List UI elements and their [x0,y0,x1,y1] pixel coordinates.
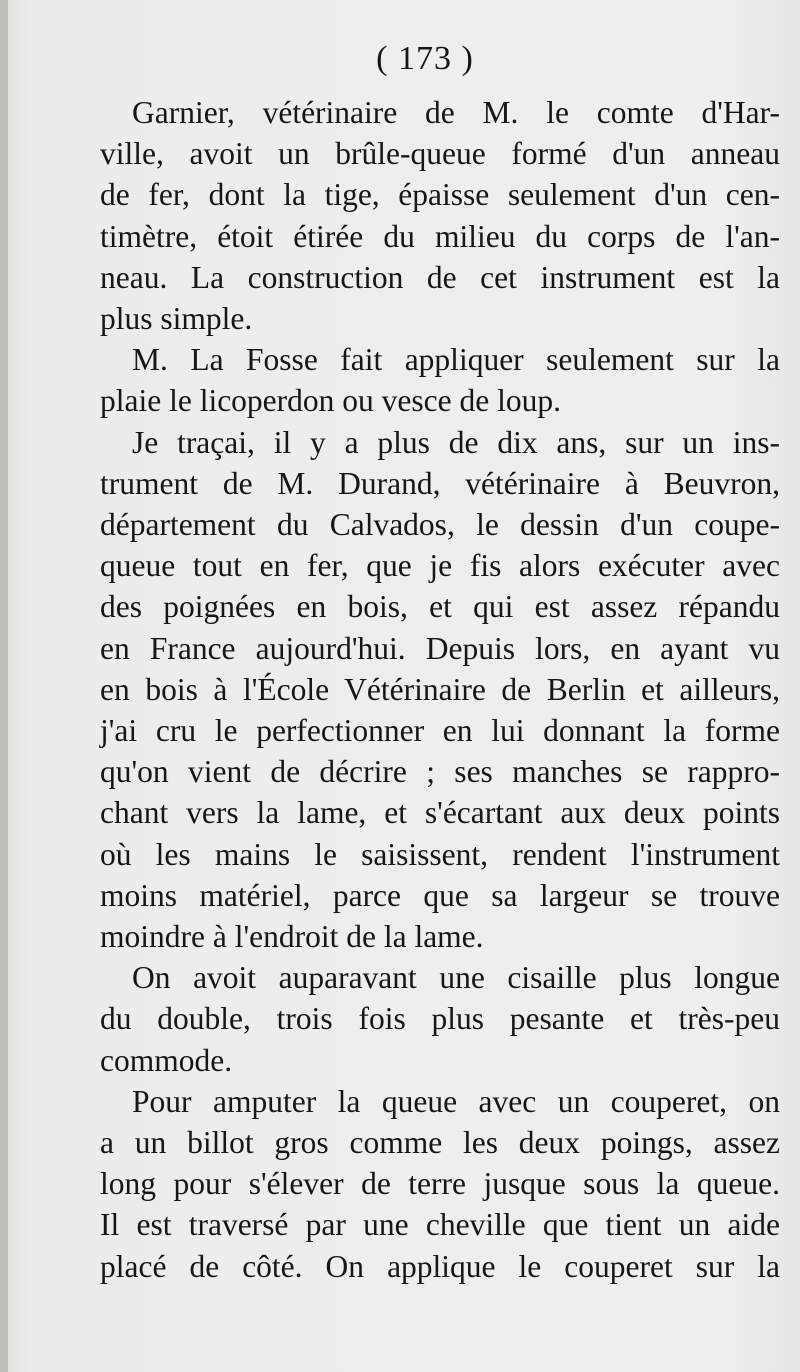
text-line: département du Calvados, le dessin d'un coupe- [100,507,780,543]
text-line: ville, avoit un brûle-queue formé d'un anneau [100,136,780,172]
text-line: en France aujourd'hui. Depuis lors, en ayant vu [100,630,780,666]
text-line: plus simple. [100,301,253,337]
text-line: Garnier, vétérinaire de M. le comte d'Har- [132,95,780,130]
text-line: M. La Fosse fait appliquer seulement sur la [132,342,780,378]
text-line: j'ai cru le perfectionner en lui donnant la forme [100,713,780,749]
text-line: de fer, dont la tige, épaisse seulement d'un cen- [100,177,780,213]
text-line: timètre, étoit étirée du milieu du corps de l'an- [100,218,780,254]
text-line: qu'on vient de décrire ; ses manches se rappro- [100,754,780,790]
text-line: moins matériel, parce que sa largeur se trouve [100,877,780,913]
body-text [100,92,780,1287]
text-line: plaie le licoperdon ou vesce de loup. [100,383,561,419]
text-line: où les mains le saisissent, rendent l'instrument [100,836,780,872]
page-edge [0,0,8,1372]
text-line: a un billot gros comme les deux poings, assez [100,1125,780,1161]
text-line: en bois à l'École Vétérinaire de Berlin et ailleurs, [100,671,780,707]
text-line: Pour amputer la queue avec un couperet, on [132,1083,780,1119]
text-line: commode. [100,1042,233,1078]
text-line: chant vers la lame, et s'écartant aux deux points [100,795,780,831]
text-line: moindre à l'endroit de la lame. [100,919,484,955]
text-line: neau. La construction de cet instrument est la [100,259,780,295]
text-line: queue tout en fer, que je fis alors exécuter avec [100,548,780,584]
text-line: Il est traversé par une cheville que tient un aide [100,1207,780,1243]
text-line: On avoit auparavant une cisaille plus longue [132,960,780,996]
text-line: placé de côté. On applique le couperet sur la [100,1248,780,1284]
text-line: long pour s'élever de terre jusque sous la queue. [100,1166,780,1202]
page-number: ( 173 ) [376,40,474,77]
text-line: Je traçai, il y a plus de dix ans, sur un ins- [132,424,780,460]
text-line: des poignées en bois, et qui est assez répandu [100,589,780,625]
text-line: trument de M. Durand, vétérinaire à Beuvron, [100,465,780,501]
text-line: du double, trois fois plus pesante et très-peu [100,1001,780,1037]
